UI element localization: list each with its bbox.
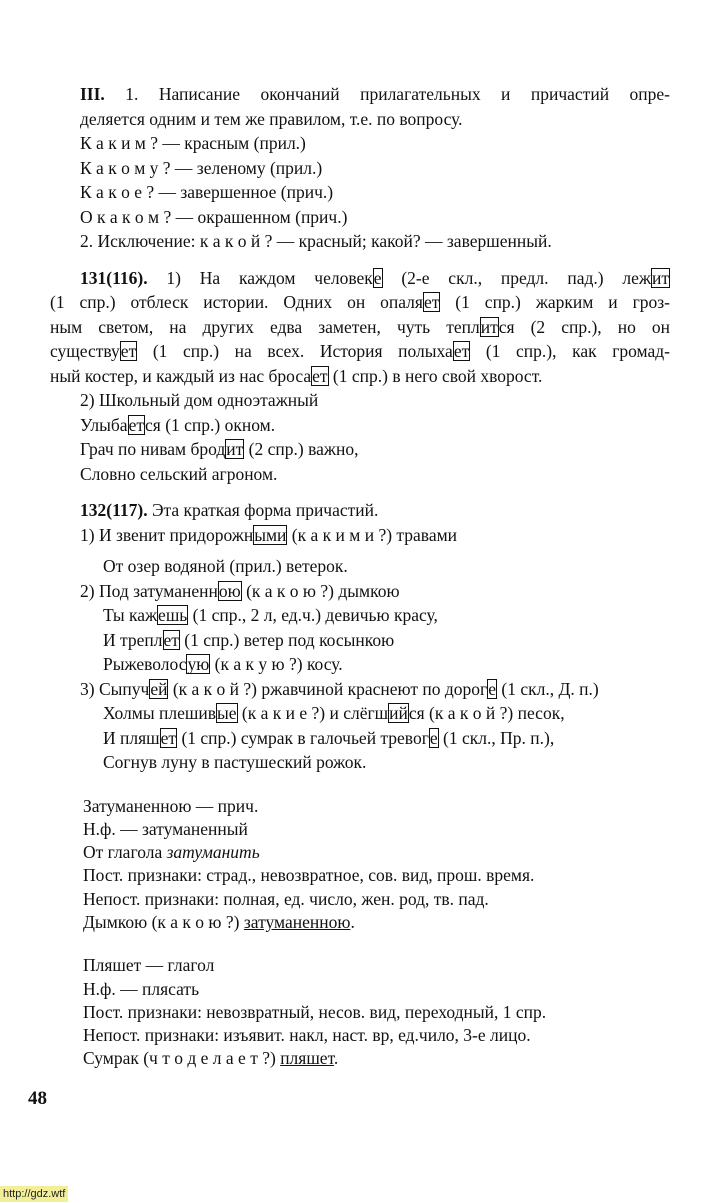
text-segment: Улыба xyxy=(80,414,128,435)
text-line xyxy=(80,388,670,413)
text-line xyxy=(83,911,670,934)
boxed-ending: ет xyxy=(160,727,177,748)
boxed-ending: ыми xyxy=(254,524,287,545)
text-line xyxy=(80,131,670,156)
text-line xyxy=(80,726,670,751)
text-line xyxy=(80,750,670,775)
text-line xyxy=(80,229,670,254)
boxed-ending: ит xyxy=(480,316,498,337)
text-segment: (1 спр.) ветер под косынкою xyxy=(179,629,395,650)
text-segment: затуманить xyxy=(166,842,260,863)
text-segment: О к а к о м ? — окрашенном (прич.) xyxy=(80,206,348,227)
boxed-ending: ет xyxy=(120,341,137,361)
text-segment: (к а к о ю ?) дымкою xyxy=(241,580,400,601)
page-number: 48 xyxy=(28,1088,47,1109)
boxed-ending: е xyxy=(488,678,497,699)
boxed-ending: ешь xyxy=(158,605,188,625)
text-segment: (1 спр.) сумрак в галочьей тревог xyxy=(177,727,429,748)
boxed-ending: ет xyxy=(312,365,328,386)
text-segment: Н.ф. — затуманенный xyxy=(83,818,248,839)
text-segment: Словно сельский агроном. xyxy=(80,463,278,484)
text-segment: 1. Написание окончаний прилагательных и причастий опре- xyxy=(104,84,670,104)
text-segment: 2) Под затуманенн xyxy=(80,580,218,601)
text-segment: (2 спр.) важно, xyxy=(244,439,359,459)
text-segment: К а к о е ? — завершенное (прич.) xyxy=(80,182,334,202)
text-segment: . xyxy=(350,911,355,932)
text-segment: Рыжеволос xyxy=(103,654,187,674)
text-segment: (1 спр.) жарким и гроз- xyxy=(440,292,670,312)
boxed-ending: ий xyxy=(389,703,408,723)
text-segment: 1) На каждом человек xyxy=(147,267,373,288)
text-segment: пляшет xyxy=(280,1048,334,1069)
text-segment: От озер водяной (прил.) ветерок. xyxy=(103,556,348,576)
text-segment: (1 скл., Д. п.) xyxy=(497,678,599,699)
text-line xyxy=(80,413,670,438)
text-line xyxy=(80,205,670,230)
text-segment: 3) Сыпуч xyxy=(80,678,150,699)
text-line xyxy=(80,498,670,523)
text-line xyxy=(83,1047,670,1070)
text-segment: Ты каж xyxy=(103,605,158,625)
text-line xyxy=(80,82,670,107)
text-line xyxy=(83,818,670,841)
text-line xyxy=(80,677,670,702)
text-line xyxy=(80,156,670,181)
text-line xyxy=(80,579,670,604)
text-segment: Пляшет — глагол xyxy=(83,955,215,976)
text-segment: Согнув луну в пастушеский рожок. xyxy=(103,752,367,772)
text-line xyxy=(80,523,670,548)
text-line xyxy=(83,864,670,887)
text-segment: 2. Исключение: к а к о й ? — красный; какой? — завершенный. xyxy=(80,231,552,251)
text-line xyxy=(83,841,670,864)
text-segment: (1 спр.), как громад- xyxy=(470,341,670,361)
section-III xyxy=(80,82,670,254)
text-line xyxy=(50,339,670,364)
text-segment: (к а к у ю ?) косу. xyxy=(210,654,343,674)
exercise-number: 132(117). xyxy=(80,500,148,520)
text-line xyxy=(80,554,670,579)
boxed-ending: ую xyxy=(187,654,210,674)
text-segment: И пляш xyxy=(103,727,160,748)
text-segment: ный костер, и каждый из нас броса xyxy=(50,365,312,386)
text-segment: деляется одним и тем же правилом, т.е. по вопросу. xyxy=(80,108,463,129)
text-line xyxy=(80,180,670,205)
text-segment: ся (2 спр.), но он xyxy=(498,316,670,337)
text-segment: К а к о м у ? — зеленому (прил.) xyxy=(80,157,323,178)
text-segment: существу xyxy=(50,341,120,361)
text-line xyxy=(80,701,670,726)
text-segment: (2-е скл., предл. пад.) леж xyxy=(382,267,651,288)
boxed-ending: ет xyxy=(423,292,440,312)
text-segment: От глагола xyxy=(83,842,167,863)
text-segment: Затуманенною — прич. xyxy=(83,795,259,816)
text-segment: Пост. признаки: невозвратный, несов. вид, переходный, 1 спр. xyxy=(83,1001,547,1022)
text-segment: (1 спр.) на всех. История полыха xyxy=(137,341,453,361)
text-line xyxy=(83,1001,670,1024)
text-line xyxy=(80,107,670,132)
text-line xyxy=(83,978,670,1001)
boxed-ending: ет xyxy=(128,414,144,435)
text-segment: (1 скл., Пр. п.), xyxy=(438,727,555,748)
boxed-ending: е xyxy=(373,267,382,288)
text-segment: . xyxy=(333,1048,339,1069)
text-segment: ся (1 спр.) окном. xyxy=(145,414,276,435)
text-segment: (1 спр.) отблеск истории. Одних он опаля xyxy=(50,292,423,312)
text-line xyxy=(83,888,670,911)
boxed-ending: ые xyxy=(216,703,237,723)
text-line xyxy=(80,266,670,291)
boxed-ending: ей xyxy=(150,678,168,699)
exercise-132 xyxy=(80,498,670,775)
boxed-ending: ит xyxy=(226,439,244,459)
text-segment: 1) И звенит придорожн xyxy=(80,524,254,545)
text-segment: И трепл xyxy=(103,629,163,650)
text-line xyxy=(80,437,670,462)
analysis-zatumanennoyu xyxy=(80,795,670,935)
text-line xyxy=(83,954,670,977)
text-segment: Грач по нивам брод xyxy=(80,439,226,459)
boxed-ending: ет xyxy=(453,341,470,361)
boxed-ending: ит xyxy=(651,267,669,288)
boxed-ending: ою xyxy=(218,580,241,601)
exercise-number: III. xyxy=(80,84,105,104)
text-line xyxy=(80,652,670,677)
text-line xyxy=(80,603,670,628)
text-segment: Непост. признаки: изъявит. накл, наст. вр, ед.чило, 3-е лицо. xyxy=(83,1025,531,1046)
text-segment: 2) Школьный дом одноэтажный xyxy=(80,390,319,410)
text-line xyxy=(80,462,670,487)
text-segment: затуманенною xyxy=(243,911,351,932)
text-segment: (к а к о й ?) ржавчиной краснеют по дорог xyxy=(168,678,488,699)
text-segment: Непост. признаки: полная, ед. число, жен. род, тв. пад. xyxy=(83,888,489,909)
boxed-ending: е xyxy=(429,727,438,748)
text-line xyxy=(50,364,670,389)
text-segment: Холмы плешив xyxy=(103,703,216,723)
text-segment: (1 спр., 2 л, ед.ч.) девичью красу, xyxy=(188,605,438,625)
source-link[interactable]: http://gdz.wtf xyxy=(0,1186,68,1202)
exercise-number: 131(116). xyxy=(80,267,148,288)
text-segment: Эта краткая форма причастий. xyxy=(147,500,379,520)
text-segment: К а к и м ? — красным (прил.) xyxy=(80,133,306,153)
text-segment: ным светом, на других едва заметен, чуть тепл xyxy=(50,316,480,337)
boxed-ending: ет xyxy=(163,629,179,650)
analysis-plyashet xyxy=(80,954,670,1070)
text-line xyxy=(83,795,670,818)
text-segment: Сумрак (ч т о д е л а е т ?) xyxy=(83,1048,281,1069)
text-segment: Н.ф. — плясать xyxy=(83,978,200,999)
text-line xyxy=(50,290,670,315)
text-segment: (к а к и е ?) и слёгш xyxy=(237,703,389,723)
text-segment: ся (к а к о й ?) песок, xyxy=(408,703,565,723)
text-segment: (к а к и м и ?) травами xyxy=(287,524,458,545)
text-segment: Пост. признаки: страд., невозвратное, сов. вид, прош. время. xyxy=(83,865,535,886)
text-line xyxy=(80,628,670,653)
text-segment: (1 спр.) в него свой хворост. xyxy=(328,365,543,386)
exercise-131 xyxy=(50,266,670,487)
text-line xyxy=(83,1024,670,1047)
text-segment: Дымкою (к а к о ю ?) xyxy=(83,911,244,932)
text-line xyxy=(50,315,670,340)
document-page xyxy=(50,82,670,1083)
